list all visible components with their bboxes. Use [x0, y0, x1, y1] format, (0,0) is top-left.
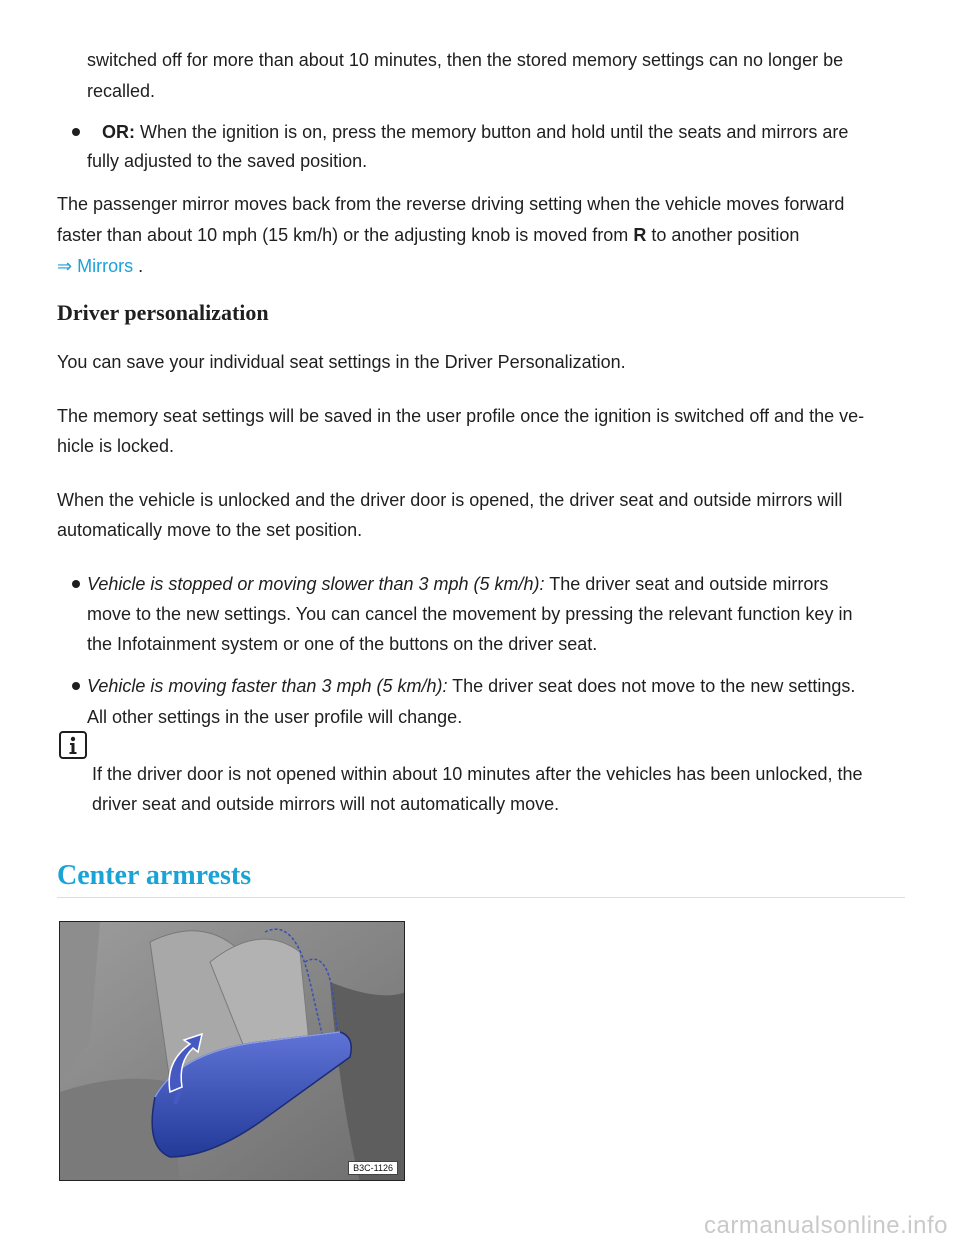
para-memory-line2: hicle is locked. [57, 436, 175, 456]
para-mirror-line2 [57, 220, 907, 251]
bullet-or-label: OR: [102, 122, 135, 142]
para-mirror-text-a: faster than about 10 mph (15 km/h) or the adjusting knob is moved from [57, 225, 634, 245]
para-unlock-line1: When the vehicle is unlocked and the driver door is opened, the driver seat and outside mirrors will [57, 490, 843, 510]
bullet-or-text2: fully adjusted to the saved position. [87, 151, 368, 171]
info-icon [59, 731, 87, 759]
info-icon-glyph [61, 733, 85, 757]
note-line2: driver seat and outside mirrors will not automatically move. [92, 794, 560, 814]
bullet-dot [72, 580, 80, 588]
bullet-fast-line1 [87, 671, 902, 702]
figure-code: B3C-1126 [348, 1161, 398, 1175]
para-memory-line1: The memory seat settings will be saved in the user profile once the ignition is switched off and the ve- [57, 406, 865, 426]
bullet-or [102, 117, 902, 148]
bullet-dot [72, 682, 80, 690]
bullet-fast-label: Vehicle is moving faster than 3 mph (5 km/h): [87, 676, 448, 696]
para-top-line1: switched off for more than about 10 minutes, then the stored memory settings can no longer be [87, 50, 844, 70]
bullet-fast-text1: The driver seat does not move to the new settings. [447, 676, 856, 696]
para-unlock-line2: automatically move to the set position. [57, 520, 363, 540]
bullet-slow-line2: move to the new settings. You can cancel the movement by pressing the relevant function key in [87, 604, 853, 624]
bullet-fast-line2: All other settings in the user profile will change. [87, 707, 463, 727]
note-line1: If the driver door is not opened within about 10 minutes after the vehicles has been unlocked, the [92, 764, 863, 784]
armrest-illustration [60, 922, 405, 1181]
para-top-line2: recalled. [87, 81, 156, 101]
bullet-slow-label: Vehicle is stopped or moving slower than 3 mph (5 km/h): [87, 574, 545, 594]
bullet-slow-line1 [87, 569, 902, 600]
para-mirror-line3 [57, 251, 907, 282]
watermark: carmanualsonline.info [704, 1212, 948, 1239]
bullet-slow-line3: the Infotainment system or one of the buttons on the driver seat. [87, 634, 598, 654]
mirrors-link[interactable]: ⇒ Mirrors [57, 256, 134, 276]
bullet-or-text1: When the ignition is on, press the memory button and hold until the seats and mirrors are [135, 122, 849, 142]
heading-center-armrests: Center armrests [57, 860, 252, 891]
heading-divider [57, 897, 905, 898]
para-mirror-r: R [633, 225, 647, 245]
after-link: . [133, 256, 144, 276]
bullet-slow-text1: The driver seat and outside mirrors [544, 574, 829, 594]
para-mirror-line1: The passenger mirror moves back from the reverse driving setting when the vehicle moves forward [57, 194, 845, 214]
para-save: You can save your individual seat settings in the Driver Personalization. [57, 352, 626, 372]
para-mirror-text-c: to another position [646, 225, 800, 245]
heading-driver-personalization: Driver personalization [57, 300, 269, 325]
armrest-figure [59, 921, 405, 1181]
bullet-dot [72, 128, 80, 136]
